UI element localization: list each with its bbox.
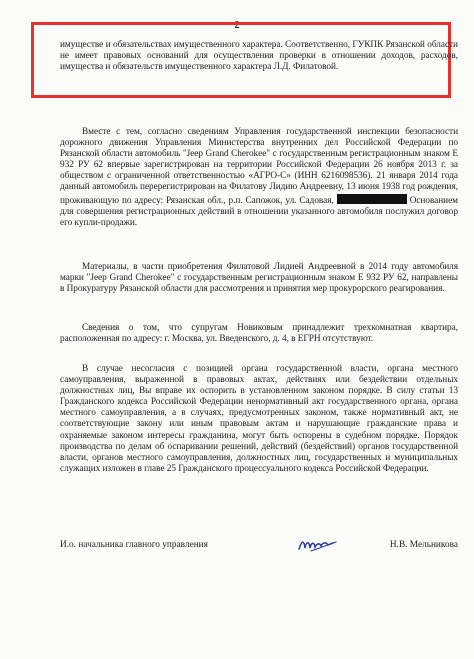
- paragraph-appeal-rights: В случае несогласия с позицией органа государственной власти, органа местного самоуправления, выраженной в правовых актах, действиях или бездействии отдельных должностных лиц, Вы вправе их оспорить в установленном законом порядке. В силу статьи 13 Гражданского кодекса Российской Федерации ненормативный акт государственного органа, органа местного самоуправления, а в случаях, предусмотренных законом, также нормативный акт, не соответствующие закону или иным правовым актам и нарушающие гражданские права и охраняемые законом интересы гражданина, могут быть оспорены в судебном порядке. Порядок производства по делам об оспаривании решений, действий (бездействий) органов государственной власти, органов местного самоуправления, должностных лиц, государственных и муниципальных служащих изложен в главе 25 Гражданского процессуального кодекса Российской Федерации.: [60, 364, 458, 474]
- paragraph-highlighted: имуществе и обязательствах имущественного характера. Соответственно, ГУКПК Рязанской области не имеет правовых оснований для осуществления проверки в отношении доходов, расходов, имущества и обязательств имущественного характера Л.Д. Филатовой.: [60, 40, 458, 73]
- handwritten-signature: [295, 534, 345, 556]
- page-number: 2: [234, 20, 240, 31]
- signatory-title: И.о. начальника главного управления: [60, 540, 208, 550]
- paragraph-vehicle-text-part2: Основанием для совершения регистрационных действий в отношении указанного автомобиля послужил договор его купли-продажи.: [60, 195, 459, 228]
- signatory-name: Н.В. Мельникова: [389, 540, 458, 550]
- paragraph-vehicle-text-part1: Вместе с тем, согласно сведениям Управления государственной инспекции безопасности дорожного движения Управления Министерства внутренних дел Российской Федерации по Рязанской области автомобиль "Jeep Grand Cherokee" с государственным регистрационным знаком Е 932 РУ 62 впервые зарегистрирован на территории Российской Федерации 26 ноября 2013 г. за обществом с ограниченной ответственностью «АГРО-С» (ИНН 6216098536). 21 января 2014 года данный автомобиль перерегистрирован на Филатову Лидию Андреевну, 13 июня 1938 год рождения, проживающую по адресу: Рязанская обл., р.п. Сапожок, ул. Садовая,: [60, 127, 458, 206]
- redaction-block: [337, 194, 407, 204]
- paragraph-vehicle-registration: [60, 127, 458, 229]
- signature-block: [60, 540, 458, 560]
- paragraph-prosecutor-referral: Материалы, в части приобретения Филатовой Лидией Андреевной в 2014 году автомобиля марки "Jeep Grand Cherokee" с государственным регистрационным знаком Е 932 РУ 62, направлены в Прокуратуру Рязанской области для рассмотрения и принятия мер прокурорского реагирования.: [60, 262, 458, 295]
- paragraph-apartment: Сведения о том, что супругам Новиковым принадлежит трехкомнатная квартира, расположенная по адресу: г. Москва, ул. Введенского, д. 4, в ЕГРН отсутствуют.: [60, 323, 458, 345]
